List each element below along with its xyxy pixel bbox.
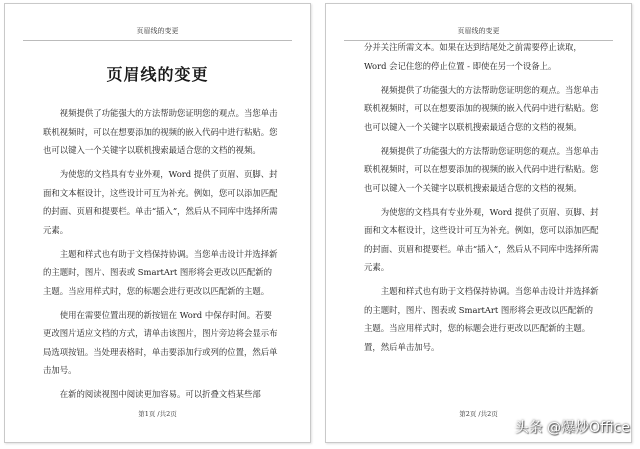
body-text [43, 104, 278, 409]
header-line [23, 40, 292, 41]
page-footer: 第1页 /共2页 [138, 410, 177, 418]
paragraph: 主题和样式也有助于文档保持协调。当您单击设计并选择新的主题时，图片、图表或 SmartArt 图形将会更改以匹配新的主题。当应用样式时，您的标题会进行更改以匹配新的主题。置，然后单击加号。 [364, 286, 599, 352]
paragraph: 主题和样式也有助于文档保持协调。当您单击设计并选择新的主题时，图片、图表或 SmartArt 图形将会更改以匹配新的主题。当应用样式时，您的标题会进行更改以匹配新的主题。 [43, 248, 278, 296]
paragraph: 视频提供了功能强大的方法帮助您证明您的观点。当您单击联机视频时，可以在想要添加的视频的嵌入代码中进行粘贴。您也可以键入一个关键字以联机搜索最适合您的文档的视频。 [364, 84, 599, 132]
watermark: 头条 @爆炒Office [514, 420, 630, 436]
paragraph: 在新的阅读视图中阅读更加容易。可以折叠文档某些部 [59, 389, 261, 399]
paragraph: 分并关注所需文本。如果在达到结尾处之前需要停止读取，Word 会记住您的停止位置 - 即使在另一个设备上。 [364, 42, 582, 71]
body-text [364, 38, 599, 362]
page-header: 页眉线的变更 [457, 27, 500, 35]
page-header: 页眉线的变更 [136, 27, 179, 35]
paragraph: 使用在需要位置出现的新按钮在 Word 中保存时间。若要更改图片适应文档的方式，请单击该图片，图片旁边将会显示布局选项按钮。当处理表格时，单击要添加行或列的位置，然后单击加号。 [43, 309, 278, 375]
paragraph: 为使您的文档具有专业外观，Word 提供了页眉、页脚、封面和文本框设计，这些设计可互为补充。例如，您可以添加匹配的封面、页眉和提要栏。单击“插入”，然后从不同库中选择所需元素。 [43, 169, 278, 235]
document-title: 页眉线的变更 [106, 65, 209, 84]
paragraph: 为使您的文档具有专业外观，Word 提供了页眉、页脚、封面和文本框设计，这些设计可互为补充。例如，您可以添加匹配的封面、页眉和提要栏。单击“插入”，然后从不同库中选择所需元素。 [364, 206, 599, 272]
page-footer: 第2页 /共2页 [459, 410, 498, 418]
paragraph: 视频提供了功能强大的方法帮助您证明您的观点。当您单击联机视频时，可以在想要添加的视频的嵌入代码中进行粘贴。您也可以键入一个关键字以联机搜索最适合您的文档的视频。 [364, 145, 599, 193]
document-page-1 [4, 3, 311, 443]
paragraph: 视频提供了功能强大的方法帮助您证明您的观点。当您单击联机视频时，可以在想要添加的视频的嵌入代码中进行粘贴。您也可以键入一个关键字以联机搜索最适合您的文档的视频。 [43, 108, 278, 155]
document-page-2 [325, 3, 632, 443]
